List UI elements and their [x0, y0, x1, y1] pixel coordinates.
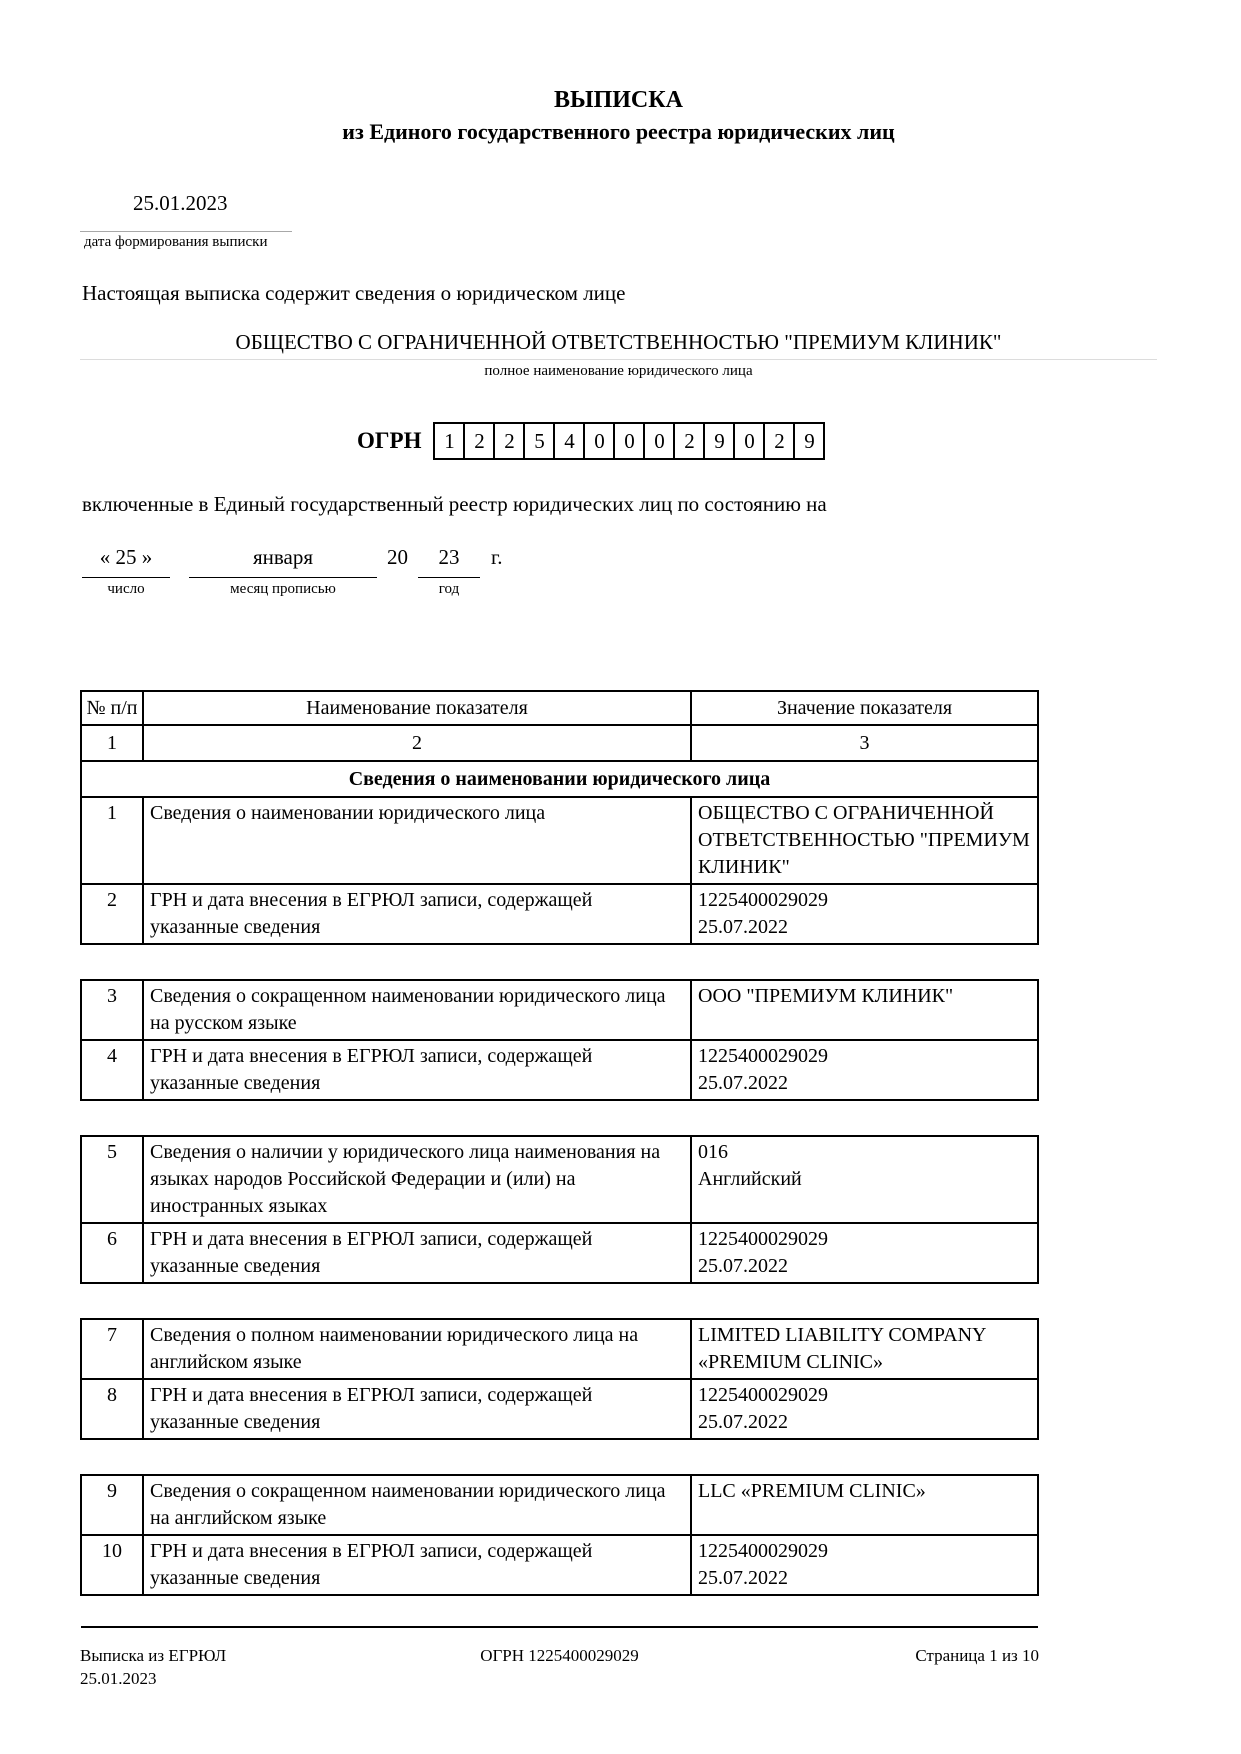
indicator-value [691, 980, 1038, 1040]
footer-page-number: Страница 1 из 10 [915, 1646, 1040, 1665]
row-number: 4 [81, 1040, 143, 1100]
footer-left [80, 1644, 400, 1690]
table-row [81, 1136, 1038, 1223]
indicator-name: Сведения о полном наименовании юридического лица на английском языке [143, 1319, 691, 1379]
indicator-value [691, 1223, 1038, 1283]
row-number: 9 [81, 1475, 143, 1535]
ogrn-digit-boxes [433, 422, 825, 460]
as-of-date-block [80, 545, 1157, 598]
spacer-row [81, 944, 1038, 980]
indicator-value-line: ООО "ПРЕМИУМ КЛИНИК" [698, 985, 954, 1007]
column-number-1: 1 [81, 725, 143, 761]
table-row [81, 980, 1038, 1040]
indicator-name: ГРН и дата внесения в ЕГРЮЛ записи, содержащей указанные сведения [143, 1535, 691, 1595]
header-row-number: № п/п [81, 691, 143, 725]
row-number: 8 [81, 1379, 143, 1439]
ogrn-digit-cell: 2 [493, 422, 525, 460]
column-number-2: 2 [143, 725, 691, 761]
as-of-year-value: 23 [418, 545, 480, 578]
indicator-value-line: 1225400029029 [698, 1228, 828, 1250]
ogrn-digit-cell: 0 [643, 422, 675, 460]
formation-date-block [80, 191, 1157, 251]
indicator-value-line: LLC «PREMIUM CLINIC» [698, 1480, 926, 1502]
intro-text: Настоящая выписка содержит сведения о юридическом лице [82, 281, 626, 305]
indicator-value-line: 25.07.2022 [698, 916, 788, 938]
ogrn-digit-cell: 2 [463, 422, 495, 460]
company-name-block [80, 330, 1157, 380]
register-table-body [81, 691, 1038, 1627]
ogrn-digit-cell: 0 [733, 422, 765, 460]
indicator-name: ГРН и дата внесения в ЕГРЮЛ записи, содержащей указанные сведения [143, 884, 691, 944]
row-number: 7 [81, 1319, 143, 1379]
indicator-name: ГРН и дата внесения в ЕГРЮЛ записи, содержащей указанные сведения [143, 1040, 691, 1100]
spacer-row [81, 1595, 1038, 1627]
ogrn-digit-cell: 2 [673, 422, 705, 460]
table-row [81, 1040, 1038, 1100]
spacer-cell [81, 1439, 1038, 1475]
indicator-value-line: 25.07.2022 [698, 1072, 788, 1094]
indicator-value-line: 1225400029029 [698, 889, 828, 911]
row-number: 3 [81, 980, 143, 1040]
table-row [81, 1223, 1038, 1283]
header-indicator-value: Значение показателя [691, 691, 1038, 725]
formation-date-caption: дата формирования выписки [84, 234, 268, 250]
spacer-cell [81, 944, 1038, 980]
indicator-name: ГРН и дата внесения в ЕГРЮЛ записи, содержащей указанные сведения [143, 1223, 691, 1283]
row-number: 10 [81, 1535, 143, 1595]
spacer-cell [81, 1595, 1038, 1627]
indicator-value [691, 884, 1038, 944]
indicator-value-line: Английский [698, 1168, 802, 1190]
indicator-value-line: 25.07.2022 [698, 1411, 788, 1433]
as-of-year-field [418, 545, 480, 598]
document-title: ВЫПИСКА [554, 87, 683, 113]
ogrn-digit-cell: 1 [433, 422, 465, 460]
indicator-value-line: 016 [698, 1141, 728, 1163]
document-subtitle: из Единого государственного реестра юридических лиц [342, 119, 895, 144]
ogrn-digit-cell: 2 [763, 422, 795, 460]
table-row [81, 884, 1038, 944]
as-of-month-value: января [189, 545, 377, 578]
table-row [81, 1319, 1038, 1379]
indicator-name: Сведения о сокращенном наименовании юридического лица на русском языке [143, 980, 691, 1040]
column-numbers-row [81, 725, 1038, 761]
section-title-row [81, 761, 1038, 797]
indicator-name: ГРН и дата внесения в ЕГРЮЛ записи, содержащей указанные сведения [143, 1379, 691, 1439]
indicator-name: Сведения о сокращенном наименовании юридического лица на английском языке [143, 1475, 691, 1535]
as-of-day-field [82, 545, 170, 598]
header-indicator-name: Наименование показателя [143, 691, 691, 725]
ogrn-digit-cell: 9 [703, 422, 735, 460]
row-number: 1 [81, 797, 143, 884]
ogrn-block [357, 422, 1157, 460]
indicator-value-line: 25.07.2022 [698, 1567, 788, 1589]
indicator-name: Сведения о наименовании юридического лица [143, 797, 691, 884]
title-block [80, 86, 1157, 145]
indicator-value-line: 1225400029029 [698, 1540, 828, 1562]
column-number-3: 3 [691, 725, 1038, 761]
row-number: 5 [81, 1136, 143, 1223]
ogrn-digit-cell: 9 [793, 422, 825, 460]
spacer-cell [81, 1283, 1038, 1319]
as-of-month-field [189, 545, 377, 598]
spacer-row [81, 1283, 1038, 1319]
company-name-caption: полное наименование юридического лица [484, 363, 753, 379]
indicator-value-line: 25.07.2022 [698, 1255, 788, 1277]
indicator-name: Сведения о наличии у юридического лица наименования на языках народов Российской Федерации и (или) на иностранных языках [143, 1136, 691, 1223]
indicator-value [691, 1040, 1038, 1100]
table-header-row [81, 691, 1038, 725]
ogrn-digit-cell: 0 [613, 422, 645, 460]
indicator-value [691, 1379, 1038, 1439]
indicator-value-line: 1225400029029 [698, 1045, 828, 1067]
row-number: 6 [81, 1223, 143, 1283]
formation-underline [80, 231, 292, 232]
indicator-value [691, 1319, 1038, 1379]
ogrn-label: ОГРН [357, 428, 422, 453]
indicator-value [691, 1535, 1038, 1595]
page-footer [80, 1644, 1039, 1690]
included-text: включенные в Единый государственный реестр юридических лиц по состоянию на [82, 492, 827, 516]
company-full-name: ОБЩЕСТВО С ОГРАНИЧЕННОЙ ОТВЕТСТВЕННОСТЬЮ "ПРЕМИУМ КЛИНИК" [80, 330, 1157, 360]
indicator-value [691, 1136, 1038, 1223]
as-of-year-caption: год [438, 581, 460, 597]
section-title: Сведения о наименовании юридического лица [81, 761, 1038, 797]
indicator-value-line: ОБЩЕСТВО С ОГРАНИЧЕННОЙ ОТВЕТСТВЕННОСТЬЮ "ПРЕМИУМ КЛИНИК" [698, 802, 1030, 878]
footer-doc-date: 25.01.2023 [80, 1669, 157, 1688]
row-number: 2 [81, 884, 143, 944]
register-table [80, 690, 1039, 1628]
indicator-value-line: LIMITED LIABILITY COMPANY «PREMIUM CLINIC» [698, 1324, 986, 1373]
as-of-month-caption: месяц прописью [230, 581, 336, 597]
as-of-year-suffix: г. [491, 545, 503, 569]
table-row [81, 1475, 1038, 1535]
as-of-day-value: « 25 » [82, 545, 170, 578]
indicator-value [691, 797, 1038, 884]
as-of-day-caption: число [107, 581, 145, 597]
formation-date: 25.01.2023 [133, 191, 228, 215]
footer-ogrn: ОГРН 1225400029029 [480, 1646, 639, 1665]
ogrn-digit-cell: 4 [553, 422, 585, 460]
spacer-row [81, 1439, 1038, 1475]
indicator-value-line: 1225400029029 [698, 1384, 828, 1406]
ogrn-digit-cell: 5 [523, 422, 555, 460]
table-row [81, 1535, 1038, 1595]
footer-doc-type: Выписка из ЕГРЮЛ [80, 1646, 227, 1665]
table-row [81, 1379, 1038, 1439]
spacer-cell [81, 1100, 1038, 1136]
as-of-century-value: 20 [387, 545, 408, 569]
table-row [81, 797, 1038, 884]
indicator-value [691, 1475, 1038, 1535]
ogrn-digit-cell: 0 [583, 422, 615, 460]
spacer-row [81, 1100, 1038, 1136]
